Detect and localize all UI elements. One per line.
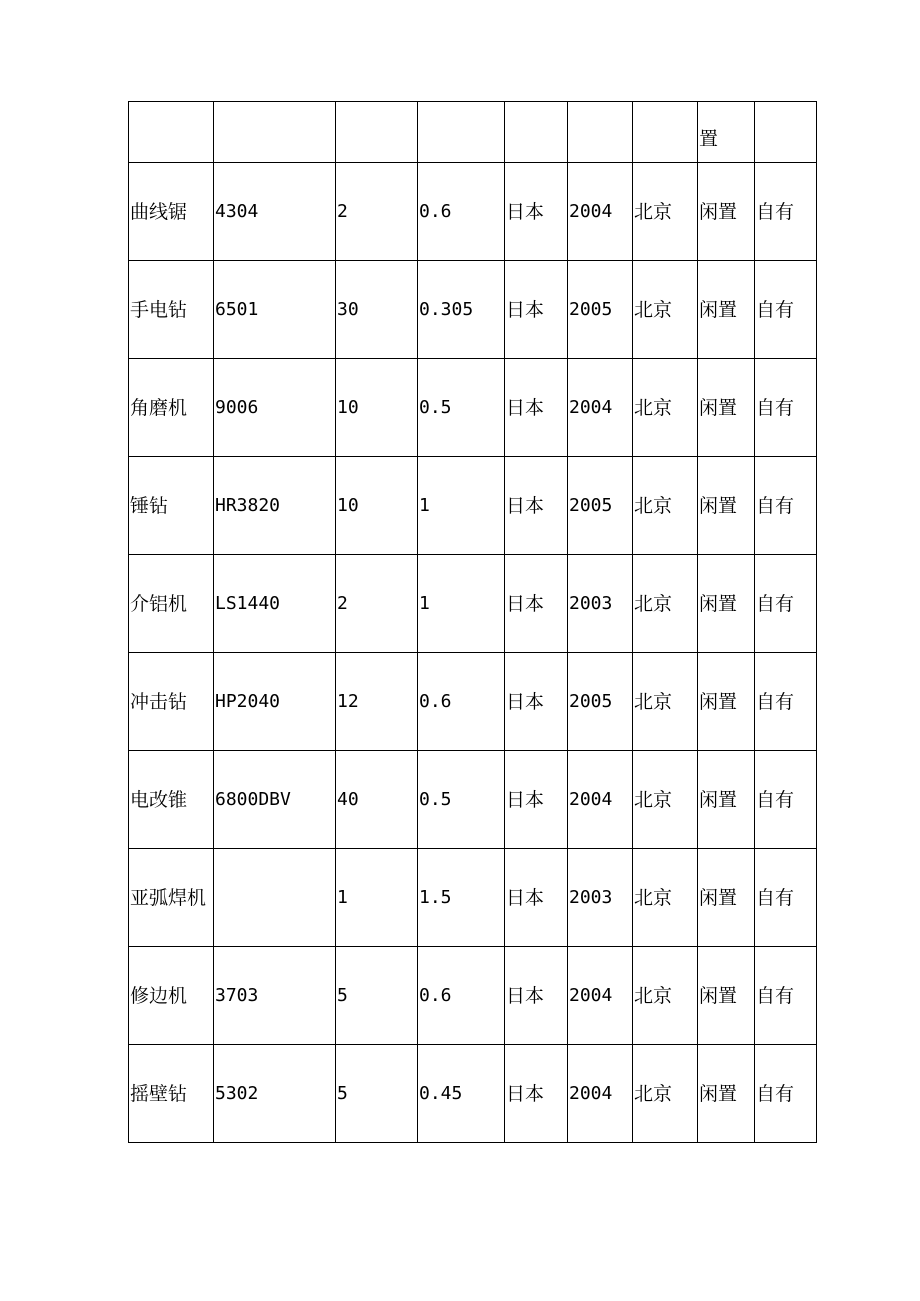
cell-power: 0.5 [418, 751, 505, 849]
cell-power: 1 [418, 555, 505, 653]
cell-year: 2004 [568, 947, 633, 1045]
cell-status: 闲置 [698, 751, 755, 849]
cell-qty [336, 102, 418, 163]
cell-name: 摇壁钻 [129, 1045, 214, 1143]
table-row [129, 1045, 817, 1143]
cell-name: 曲线锯 [129, 163, 214, 261]
cell-model: LS1440 [214, 555, 336, 653]
cell-location: 北京 [633, 849, 698, 947]
cell-year: 2005 [568, 457, 633, 555]
cell-ownership: 自有 [755, 1045, 817, 1143]
cell-ownership: 自有 [755, 261, 817, 359]
table-row [129, 163, 817, 261]
cell-status: 闲置 [698, 947, 755, 1045]
cell-name: 修边机 [129, 947, 214, 1045]
cell-ownership: 自有 [755, 947, 817, 1045]
cell-location: 北京 [633, 653, 698, 751]
cell-model: 5302 [214, 1045, 336, 1143]
cell-name: 亚弧焊机 [129, 849, 214, 947]
table-body [129, 102, 817, 1143]
table-row [129, 751, 817, 849]
cell-power: 0.6 [418, 947, 505, 1045]
cell-year: 2003 [568, 849, 633, 947]
cell-qty: 12 [336, 653, 418, 751]
cell-status: 闲置 [698, 359, 755, 457]
cell-status: 闲置 [698, 163, 755, 261]
cell-qty: 5 [336, 1045, 418, 1143]
cell-year: 2005 [568, 261, 633, 359]
cell-power: 0.305 [418, 261, 505, 359]
table-row [129, 653, 817, 751]
cell-year: 2004 [568, 751, 633, 849]
cell-qty: 1 [336, 849, 418, 947]
cell-name: 电改锥 [129, 751, 214, 849]
cell-qty: 2 [336, 555, 418, 653]
table-row-continued [129, 102, 817, 163]
equipment-table [128, 101, 817, 1143]
table-row [129, 849, 817, 947]
cell-origin: 日本 [505, 163, 568, 261]
cell-location: 北京 [633, 947, 698, 1045]
cell-origin: 日本 [505, 1045, 568, 1143]
cell-origin: 日本 [505, 457, 568, 555]
cell-qty: 40 [336, 751, 418, 849]
cell-origin: 日本 [505, 751, 568, 849]
cell-year: 2005 [568, 653, 633, 751]
cell-location: 北京 [633, 555, 698, 653]
cell-model: HP2040 [214, 653, 336, 751]
cell-year: 2004 [568, 163, 633, 261]
table-row [129, 947, 817, 1045]
cell-name: 冲击钻 [129, 653, 214, 751]
cell-power: 0.6 [418, 653, 505, 751]
cell-model: 3703 [214, 947, 336, 1045]
cell-model [214, 849, 336, 947]
cell-model: 9006 [214, 359, 336, 457]
cell-location: 北京 [633, 163, 698, 261]
cell-power: 0.6 [418, 163, 505, 261]
cell-status: 闲置 [698, 849, 755, 947]
cell-name: 角磨机 [129, 359, 214, 457]
cell-power: 0.45 [418, 1045, 505, 1143]
cell-ownership: 自有 [755, 359, 817, 457]
cell-origin: 日本 [505, 359, 568, 457]
cell-origin: 日本 [505, 849, 568, 947]
cell-model: HR3820 [214, 457, 336, 555]
cell-power: 0.5 [418, 359, 505, 457]
cell-location: 北京 [633, 261, 698, 359]
cell-qty: 10 [336, 457, 418, 555]
cell-model: 4304 [214, 163, 336, 261]
cell-status: 闲置 [698, 653, 755, 751]
cell-origin: 日本 [505, 261, 568, 359]
table-row [129, 261, 817, 359]
table-row [129, 359, 817, 457]
cell-qty: 2 [336, 163, 418, 261]
cell-location: 北京 [633, 359, 698, 457]
cell-origin: 日本 [505, 555, 568, 653]
cell-year [568, 102, 633, 163]
cell-ownership: 自有 [755, 163, 817, 261]
cell-location: 北京 [633, 1045, 698, 1143]
cell-ownership: 自有 [755, 555, 817, 653]
cell-location: 北京 [633, 457, 698, 555]
cell-power [418, 102, 505, 163]
table-row [129, 555, 817, 653]
cell-power: 1.5 [418, 849, 505, 947]
cell-status: 闲置 [698, 457, 755, 555]
cell-origin [505, 102, 568, 163]
cell-model: 6800DBV [214, 751, 336, 849]
cell-power: 1 [418, 457, 505, 555]
cell-name: 手电钻 [129, 261, 214, 359]
cell-name: 锤钻 [129, 457, 214, 555]
cell-year: 2004 [568, 359, 633, 457]
cell-name [129, 102, 214, 163]
cell-qty: 5 [336, 947, 418, 1045]
cell-status: 闲置 [698, 1045, 755, 1143]
cell-location: 北京 [633, 751, 698, 849]
cell-origin: 日本 [505, 653, 568, 751]
cell-location [633, 102, 698, 163]
cell-qty: 10 [336, 359, 418, 457]
table-row [129, 457, 817, 555]
cell-ownership: 自有 [755, 751, 817, 849]
cell-model: 6501 [214, 261, 336, 359]
cell-status: 闲置 [698, 555, 755, 653]
cell-ownership [755, 102, 817, 163]
cell-year: 2003 [568, 555, 633, 653]
cell-ownership: 自有 [755, 457, 817, 555]
cell-status: 置 [698, 102, 755, 163]
cell-status: 闲置 [698, 261, 755, 359]
cell-ownership: 自有 [755, 653, 817, 751]
cell-qty: 30 [336, 261, 418, 359]
cell-name: 介铝机 [129, 555, 214, 653]
cell-origin: 日本 [505, 947, 568, 1045]
cell-ownership: 自有 [755, 849, 817, 947]
cell-model [214, 102, 336, 163]
cell-year: 2004 [568, 1045, 633, 1143]
